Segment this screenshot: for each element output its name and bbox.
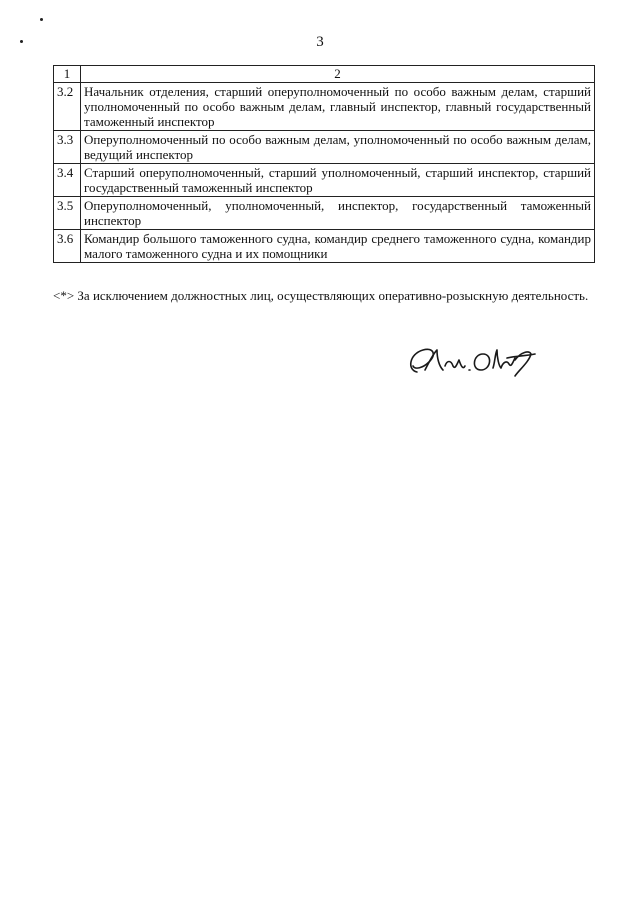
table-row [54, 164, 595, 197]
table-header-cell: 2 [81, 66, 595, 83]
row-number: 3.6 [54, 230, 81, 263]
row-description: Командир большого таможенного судна, командир среднего таможенного судна, командир малого таможенного судна и их помощники [81, 230, 595, 263]
row-number: 3.2 [54, 83, 81, 131]
table-header-row [54, 66, 595, 83]
handwritten-signature-icon [403, 340, 543, 380]
table-row [54, 230, 595, 263]
table-row [54, 83, 595, 131]
table-header-cell: 1 [54, 66, 81, 83]
positions-table [53, 65, 595, 263]
row-description: Оперуполномоченный по особо важным делам, уполномоченный по особо важным делам, ведущий инспектор [81, 131, 595, 164]
table-row [54, 131, 595, 164]
page-number: 3 [316, 34, 324, 50]
table-row [54, 197, 595, 230]
row-description: Старший оперуполномоченный, старший уполномоченный, старший инспектор, старший государственный таможенный инспектор [81, 164, 595, 197]
row-description: Начальник отделения, старший оперуполномоченный по особо важным делам, старший уполномоченный по особо важным делам, главный инспектор, главный государственный таможенный инспектор [81, 83, 595, 131]
footnote: <*> За исключением должностных лиц, осуществляющих оперативно-розыскную деятельность. [53, 288, 589, 303]
row-number: 3.3 [54, 131, 81, 164]
row-number: 3.5 [54, 197, 81, 230]
scan-speck [40, 18, 43, 21]
row-number: 3.4 [54, 164, 81, 197]
row-description: Оперуполномоченный, уполномоченный, инспектор, государственный таможенный инспектор [81, 197, 595, 230]
